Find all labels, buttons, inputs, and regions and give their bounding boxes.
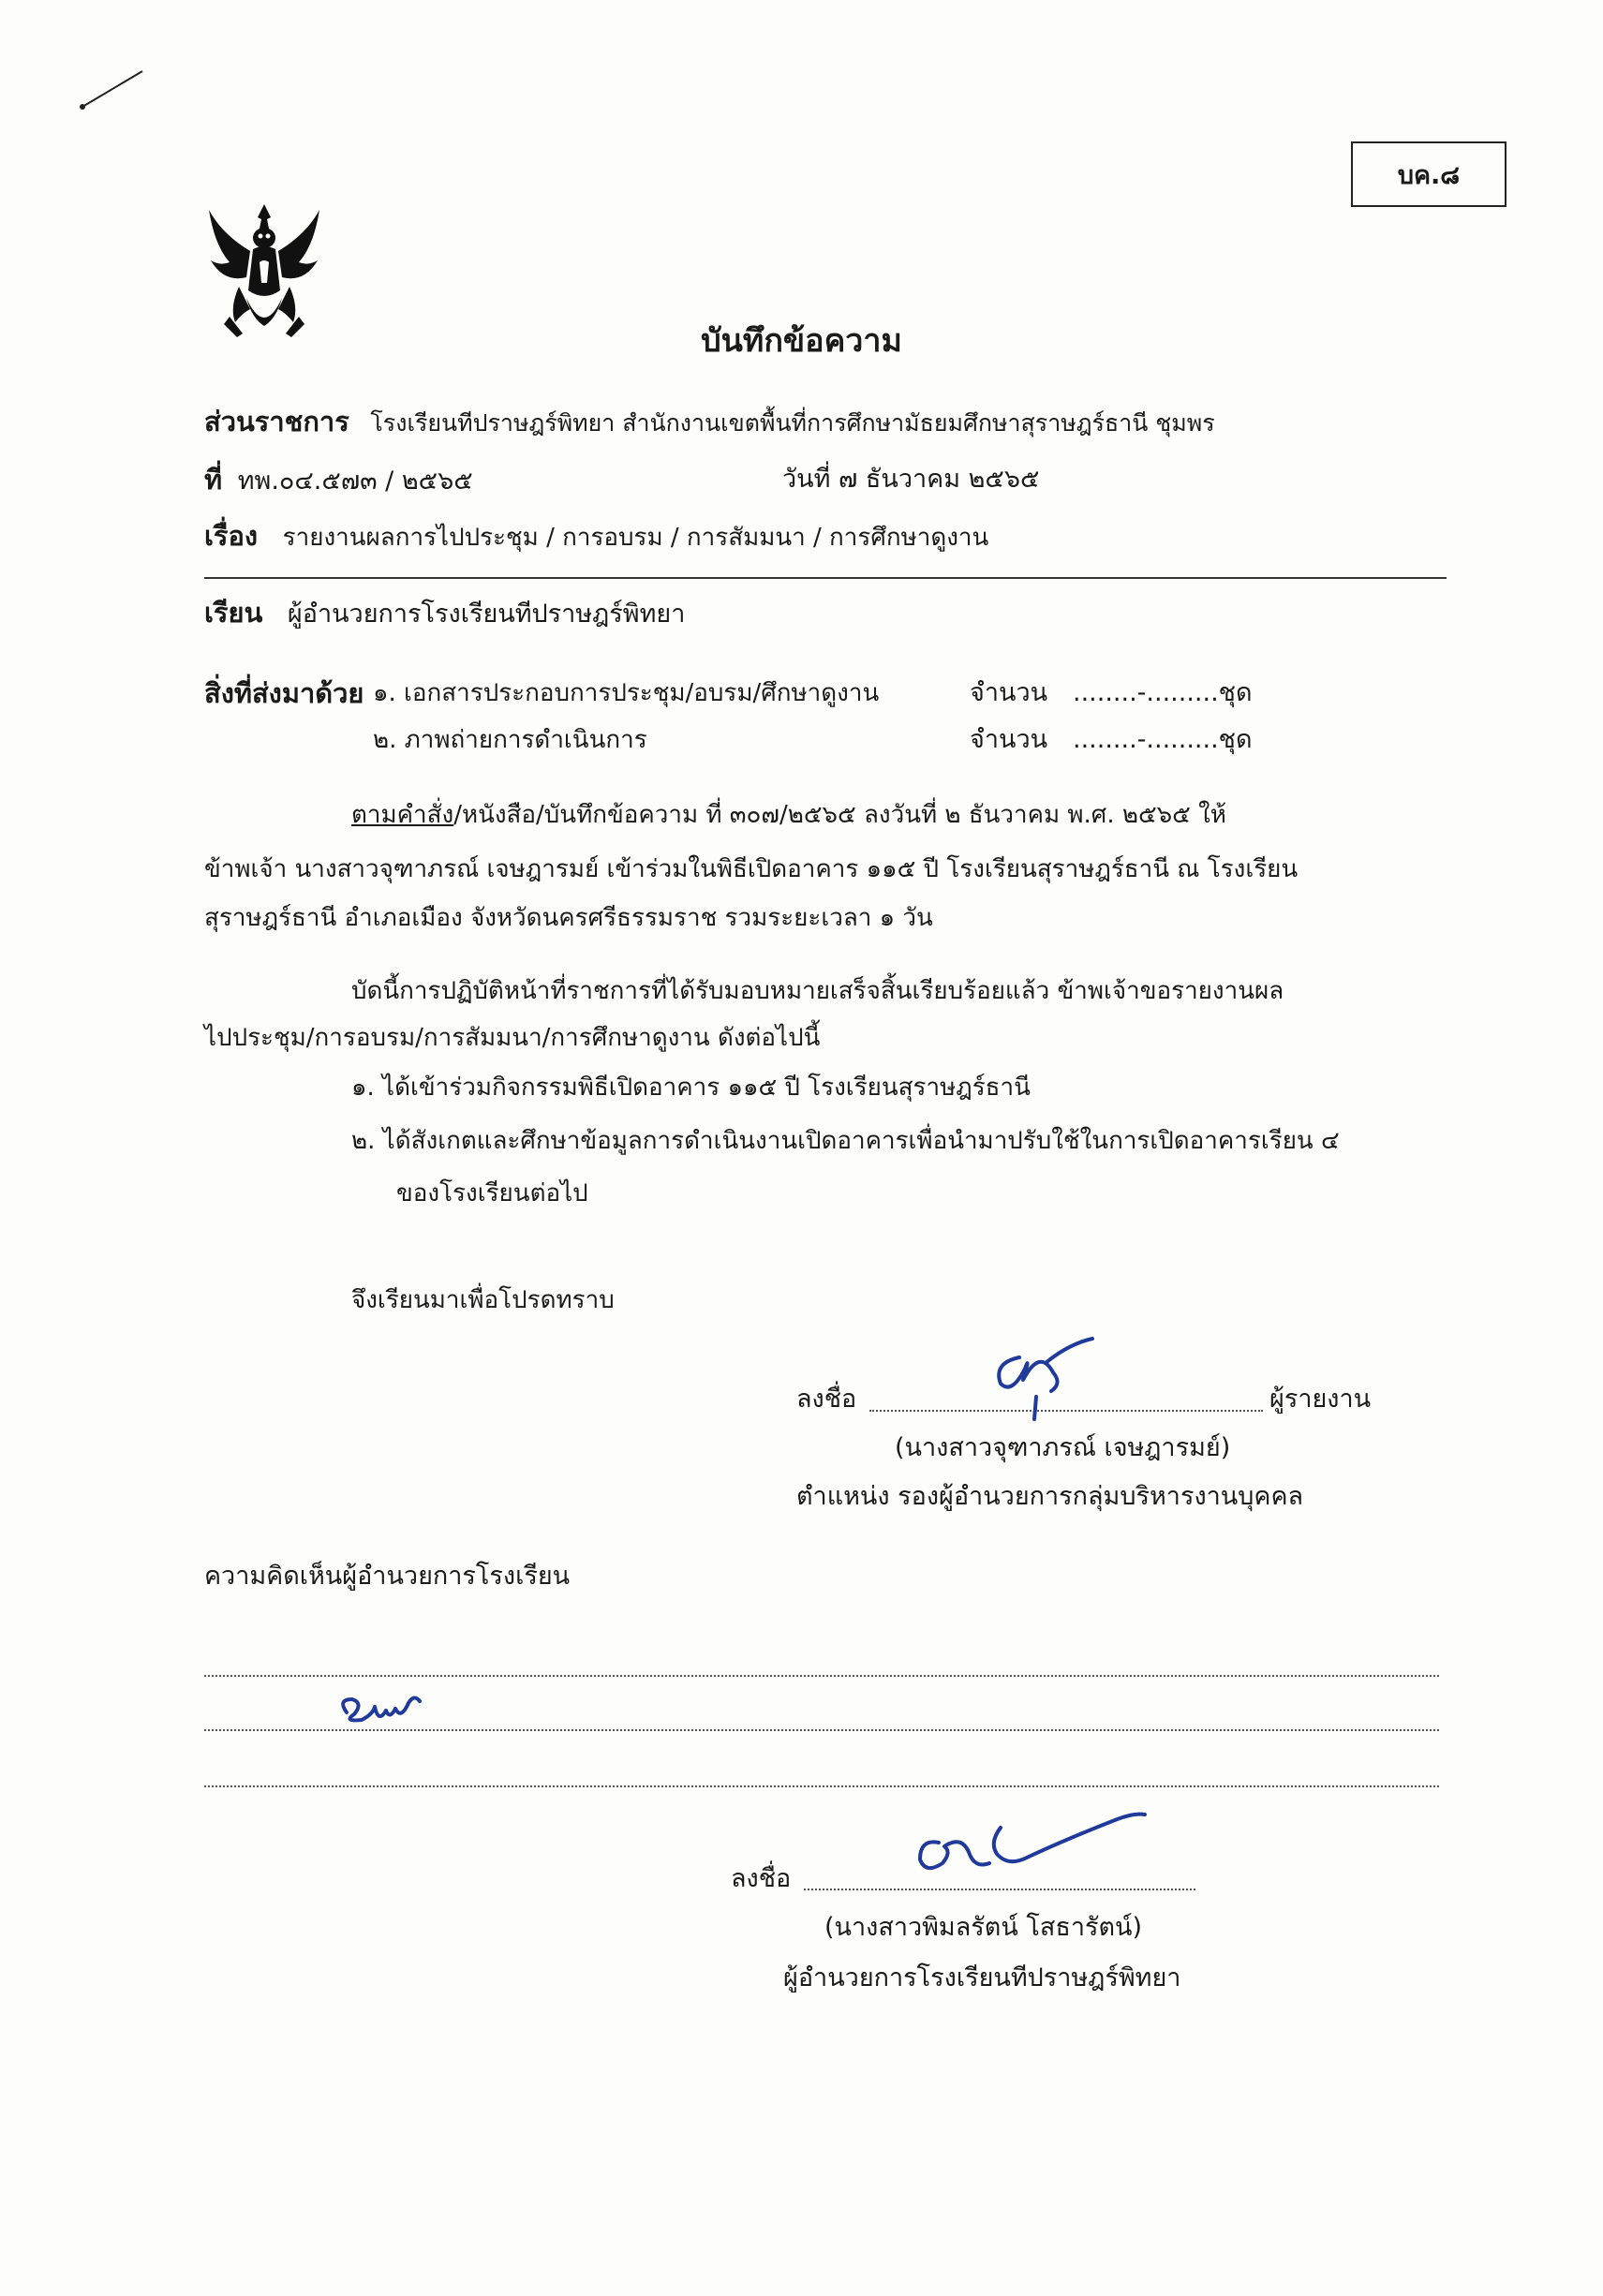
closing-text: จึงเรียนมาเพื่อโปรดทราบ: [351, 1286, 615, 1314]
p1-line-3: สุราษฎร์ธานี อำเภอเมือง จังหวัดนครศรีธรรมราช รวมระยะเวลา ๑ วัน: [204, 904, 933, 932]
subject-row: [204, 519, 988, 555]
subject-value: รายงานผลการไปประชุม / การอบรม / การสัมมนา / การศึกษาดูงาน: [282, 524, 989, 552]
pen-mark: [75, 64, 150, 115]
date-text: วันที่ ๗ ธันวาคม ๒๕๖๕: [782, 465, 1040, 494]
form-code-box: บค.๘: [1351, 141, 1507, 207]
enclosure-qty-1: ........-.........ชุด: [1073, 678, 1253, 707]
enclosure-qty-label-1: จำนวน: [970, 678, 1048, 707]
opinion-line-1: [204, 1675, 1439, 1677]
item-2-line-1: ๒. ได้สังเกตและศึกษาข้อมูลการดำเนินงานเปิดอาคารเพื่อนำมาปรับใช้ในการเปิดอาคารเรียน ๔: [351, 1127, 1340, 1155]
enclosure-item-1: ๑. เอกสารประกอบการประชุม/อบรม/ศึกษาดูงาน: [373, 679, 880, 707]
memo-title: บันทึกข้อความ: [701, 322, 902, 360]
reporter-signature: [974, 1326, 1115, 1438]
p1-line-1: [351, 798, 1226, 832]
item-2-line-2: ของโรงเรียนต่อไป: [396, 1179, 588, 1207]
enclosure-item-2: ๒. ภาพถ่ายการดำเนินการ: [373, 726, 647, 754]
ref-label: ที่: [204, 464, 223, 496]
reporter-sign-label: ลงชื่อ: [796, 1385, 857, 1414]
reporter-name: (นางสาวจุฑาภรณ์ เจษฎารมย์): [895, 1433, 1231, 1462]
p2-line-2: ไปประชุม/การอบรม/การสัมมนา/การศึกษาดูงาน ดังต่อไปนี้: [204, 1024, 821, 1052]
agency-value: โรงเรียนทีปราษฎร์พิทยา สำนักงานเขตพื้นที่การศึกษามัธยมศึกษาสุราษฎร์ธานี ชุมพร: [370, 409, 1215, 437]
to-row: [204, 596, 685, 631]
item-1: ๑. ได้เข้าร่วมกิจกรรมพิธีเปิดอาคาร ๑๑๕ ปี โรงเรียนสุราษฎร์ธานี: [351, 1074, 1031, 1102]
to-label: เรียน: [204, 597, 263, 629]
agency-row: [204, 405, 1215, 440]
director-position: ผู้อำนวยการโรงเรียนทีปราษฎร์พิทยา: [783, 1963, 1181, 1992]
opinion-line-3: [204, 1785, 1439, 1787]
p1-line-1-rest: /หนังสือ/บันทึกข้อความ ที่ ๓๐๗/๒๕๖๕ ลงวันที่ ๒ ธันวาคม พ.ศ. ๒๕๖๕ ให้: [453, 801, 1226, 829]
director-opinion-label: ความคิดเห็นผู้อำนวยการโรงเรียน: [204, 1562, 571, 1591]
enclosure-qty-2: ........-.........ชุด: [1073, 725, 1253, 754]
header-divider: [204, 577, 1447, 579]
director-initials: [330, 1686, 442, 1733]
reporter-position: ตำแหน่ง รองผู้อำนวยการกลุ่มบริหารงานบุคคล: [796, 1482, 1304, 1511]
reporter-role-label: ผู้รายงาน: [1269, 1385, 1372, 1414]
p1-lead: ตามคำสั่ง: [351, 801, 454, 829]
to-value: ผู้อำนวยการโรงเรียนทีปราษฎร์พิทยา: [287, 600, 686, 629]
ref-row: [204, 463, 473, 498]
p2-line-1: บัดนี้การปฏิบัติหน้าที่ราชการที่ได้รับมอบหมายเสร็จสิ้นเรียบร้อยแล้ว ข้าพเจ้าขอรายงานผล: [351, 977, 1284, 1005]
ref-value: ทพ.๐๔.๕๗๓ / ๒๕๖๕: [237, 467, 473, 496]
subject-label: เรื่อง: [204, 520, 259, 552]
director-name: (นางสาวพิมลรัตน์ โสธารัตน์): [824, 1913, 1143, 1942]
director-signature: [899, 1794, 1162, 1897]
agency-label: ส่วนราชการ: [204, 406, 349, 437]
enclosure-qty-label-2: จำนวน: [970, 725, 1048, 754]
enclosures-label: สิ่งที่ส่งมาด้วย: [204, 677, 364, 709]
director-sign-label: ลงชื่อ: [731, 1864, 792, 1893]
p1-line-2: ข้าพเจ้า นางสาวจุฑาภรณ์ เจษฎารมย์ เข้าร่วมในพิธีเปิดอาคาร ๑๑๕ ปี โรงเรียนสุราษฎร์ธานี ณ โรงเรียน: [204, 855, 1299, 883]
